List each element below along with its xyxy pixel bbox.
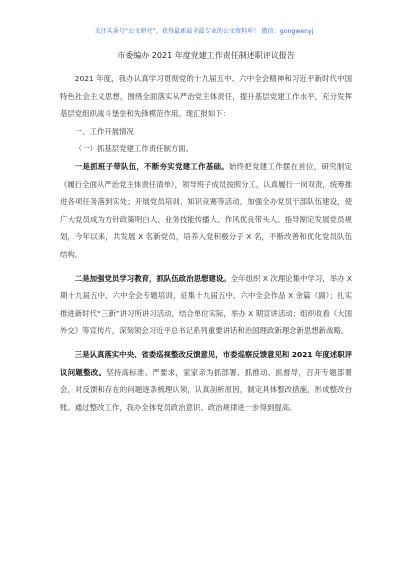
- document-title: 市委编办 2021 年度党建工作责任制述职评议报告: [117, 51, 295, 60]
- promo-banner: 关注头条号“公文研究”，获得最新最全最专业的公文资料库！ 微信：gongwenyj: [94, 28, 314, 35]
- document-body: [60, 50, 352, 416]
- item-lead: 二是加强党员学习教育，抓队伍政治思想建设。: [74, 273, 231, 283]
- item-body: 全年组织 X 次理论集中学习，举办 X 期十九届五中、六中全会专题培训，征集十九届五中、六中全会作品 X 余篇（副）；扎实推进新时代“三新”讲习所讲习活动，结合单位实际，举办 X 期宣讲活动；组织收看《大国外交》等宣传片，深刻领会习近平总书记系列重要讲话和治国理政新理念新思想新战略。: [60, 273, 352, 336]
- item-paragraph: [60, 346, 352, 416]
- section-heading: 一、工作开展情况: [74, 126, 134, 136]
- item-paragraph: [60, 270, 352, 340]
- item-lead: 一是抓班子带队伍，不断夯实党建工作基础。: [74, 161, 229, 171]
- item-paragraph: [60, 158, 352, 264]
- item-body: 始终把党建工作摆在首位，研究制定《履行全面从严治党主体责任清单》，领导班子成员按照分工，认真履行一岗双责，统筹推进各项任务落到实处；开展党员培训、知识竞赛等活动，加强全办党员干部队伍建设，使广大党员成为方针政策明白人、业务技能传播人、作风优良带头人。指导制定发展党员规划，今年以来，共发展 X 名新党员，培养入党积极分子 X 名，不断改善和优化党员队伍结构。: [60, 161, 352, 259]
- subsection-heading: （一）抓基层党建工作责任制方面。: [74, 144, 194, 154]
- item-lead: 三是认真落实中央、省委巡视整改反馈意见，市委巡察反馈意见和 2021 年度述职评议问题整改。: [60, 349, 352, 377]
- item-body: 坚持高标准、严要求，家家亲为抓部署、抓推动、抓督导，召开专题部署会，对反馈和存在的问题逐条梳理认领，认真剖析原因，制定具体整改措施，形成整改台账。通过整改工作，我办全体党员政治意识、政治规律进一步得到提高。: [60, 367, 352, 412]
- intro-paragraph: 2021 年度，我办认真学习贯彻党的十九届五中、六中全会精神和习近平新时代中国特色社会主义思想，围绕全面落实从严治党主体责任，提升基层党建工作水平，充分发挥基层党组织战斗堡垒和先锋模范作用。现汇报如下：: [60, 74, 352, 119]
